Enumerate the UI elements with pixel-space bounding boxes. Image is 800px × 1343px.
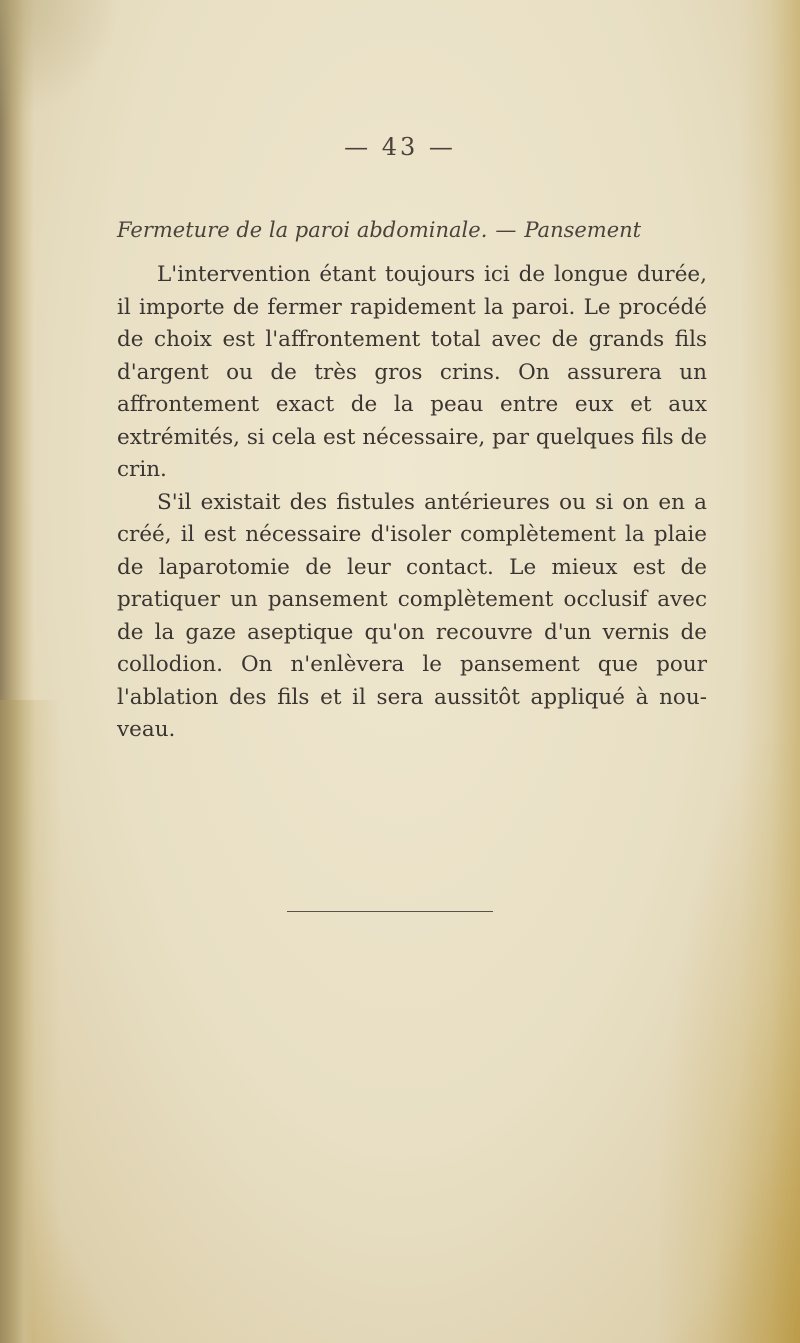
section-heading-subtitle: Pansement <box>524 218 642 242</box>
section-heading-separator: — <box>495 218 517 242</box>
paragraph-1: L'intervention étant toujours ici de longue durée, il importe de fermer rapidement la paroi. Le procédé de choix est l'affrontement total avec de grands fils d'argent ou de très gros crins. On assurera un affrontement exact de la peau entre eux et aux extrémités, si cela est nécessaire, par quelques fils de crin. <box>117 262 707 482</box>
page-number: — 43 — <box>344 133 456 161</box>
page-corner-stain <box>0 0 120 120</box>
page-foxing-stain <box>660 743 800 1343</box>
body-text <box>117 259 707 747</box>
paragraph-2: S'il existait des fistules antérieures ou si on en a créé, il est nécessaire d'isoler complètement la plaie de laparotomie de leur contact. Le mieux est de pratiquer un pansement complètement occlusif avec de la gaze aseptique qu'on recouvre d'un vernis de collodion. On n'enlèvera le pansement que pour l'ablation des fils et il sera aussitôt appliqué à nouveau. <box>117 489 707 742</box>
page-gutter-stain <box>0 700 60 1343</box>
section-heading-title: Fermeture de la paroi abdominale. <box>117 218 488 242</box>
section-end-rule <box>287 911 493 912</box>
section-heading <box>117 218 717 242</box>
